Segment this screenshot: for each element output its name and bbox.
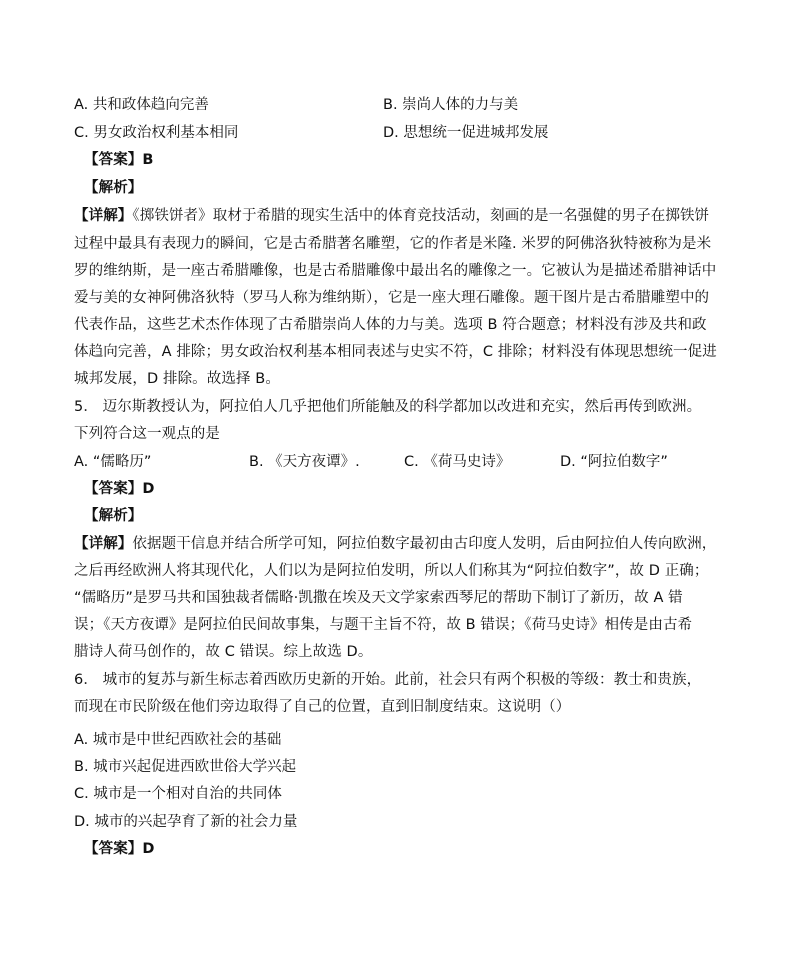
q6-option-d: D. 城市的兴起孕育了新的社会力量: [74, 814, 298, 830]
q5-answer-value: D: [142, 481, 155, 497]
q4-detail-line: 代表作品，这些艺术杰作体现了古希腊崇尚人体的力与美。选项 B 符合题意；材料没有涉及共和政: [74, 317, 707, 333]
q6-answer-tag: 【答案】: [84, 841, 143, 857]
q5-detail-line: “儒略历”是罗马共和国独裁者儒略·凯撒在埃及天文学家索西琴尼的帮助下制订了新历，故 A 错: [74, 590, 683, 606]
q4-analysis-tag: 【解析】: [84, 180, 143, 196]
q6-option-b: B. 城市兴起促进西欧世俗大学兴起: [74, 759, 297, 775]
q5-option-c: C. 《荷马史诗》: [404, 454, 511, 470]
q4-option-d: D. 思想统一促进城邦发展: [383, 125, 549, 141]
q5-answer-tag: 【答案】: [84, 481, 143, 497]
q5-detail-line: 误；《天方夜谭》是阿拉伯民间故事集，与题干主旨不符，故 B 错误；《荷马史诗》相传是由古希: [74, 617, 693, 633]
q4-detail-line: 城邦发展，D 排除。故选择 B。: [74, 371, 280, 387]
q6-stem-line: 6． 城市的复苏与新生标志着西欧历史新的开始。此前，社会只有两个积极的等级：教士和贵族，: [74, 672, 702, 688]
q5-detail-tag: 【详解】: [74, 536, 133, 552]
q4-option-b: B. 崇尚人体的力与美: [383, 97, 519, 113]
q6-option-a: A. 城市是中世纪西欧社会的基础: [74, 732, 282, 748]
q4-detail-line: [74, 207, 709, 225]
q6-option-c: C. 城市是一个相对自治的共同体: [74, 786, 282, 802]
q5-option-b: B. 《天方夜谭》.: [249, 454, 360, 470]
q4-answer-value: B: [142, 152, 154, 168]
q6-stem-line: 而现在市民阶级在他们旁边取得了自己的位置，直到旧制度结束。这说明（）: [74, 699, 571, 715]
q5-answer: [84, 480, 155, 498]
q5-detail-line: 腊诗人荷马创作的，故 C 错误。综上故选 D。: [74, 644, 373, 660]
q6-answer: [84, 840, 155, 858]
q4-option-c: C. 男女政治权利基本相同: [74, 125, 239, 141]
q6-answer-value: D: [142, 841, 155, 857]
q4-answer: [84, 151, 154, 169]
q5-analysis-tag: 【解析】: [84, 508, 143, 524]
q5-detail-line: [74, 535, 716, 553]
q4-option-a: A. 共和政体趋向完善: [74, 97, 209, 113]
q4-detail-tag: 【详解】: [74, 208, 133, 224]
q5-stem-line: 5． 迈尔斯教授认为，阿拉伯人几乎把他们所能触及的科学都加以改进和充实，然后再传到欧洲。: [74, 399, 702, 415]
q4-detail-line: 罗的维纳斯，是一座古希腊雕像，也是古希腊雕像中最出名的雕像之一。它被认为是描述希腊神话中: [74, 263, 717, 279]
q5-option-a: A. “儒略历”: [74, 454, 152, 470]
q5-stem-line: 下列符合这一观点的是: [74, 426, 220, 442]
q5-detail-text: 依据题干信息并结合所学可知，阿拉伯数字最初由古印度人发明，后由阿拉伯人传向欧洲，: [132, 536, 717, 552]
q4-detail-line: 过程中最具有表现力的瞬间，它是古希腊著名雕塑，它的作者是米隆. 米罗的阿佛洛狄特被称为是米: [74, 236, 712, 252]
q4-detail-text: 《掷铁饼者》取材于希腊的现实生活中的体育竞技活动，刻画的是一名强健的男子在掷铁饼: [132, 208, 710, 224]
q5-option-d: D. “阿拉伯数字”: [560, 454, 668, 470]
q4-detail-line: 体趋向完善，A 排除；男女政治权利基本相同表述与史实不符，C 排除；材料没有体现思想统一促进: [74, 344, 717, 360]
q5-detail-line: 之后再经欧洲人将其现代化，人们以为是阿拉伯发明，所以人们称其为“阿拉伯数字”，故 D 正确；: [74, 563, 709, 579]
q4-answer-tag: 【答案】: [84, 152, 143, 168]
q4-detail-line: 爱与美的女神阿佛洛狄特（罗马人称为维纳斯），它是一座大理石雕像。题干图片是古希腊雕塑中的: [74, 290, 710, 306]
